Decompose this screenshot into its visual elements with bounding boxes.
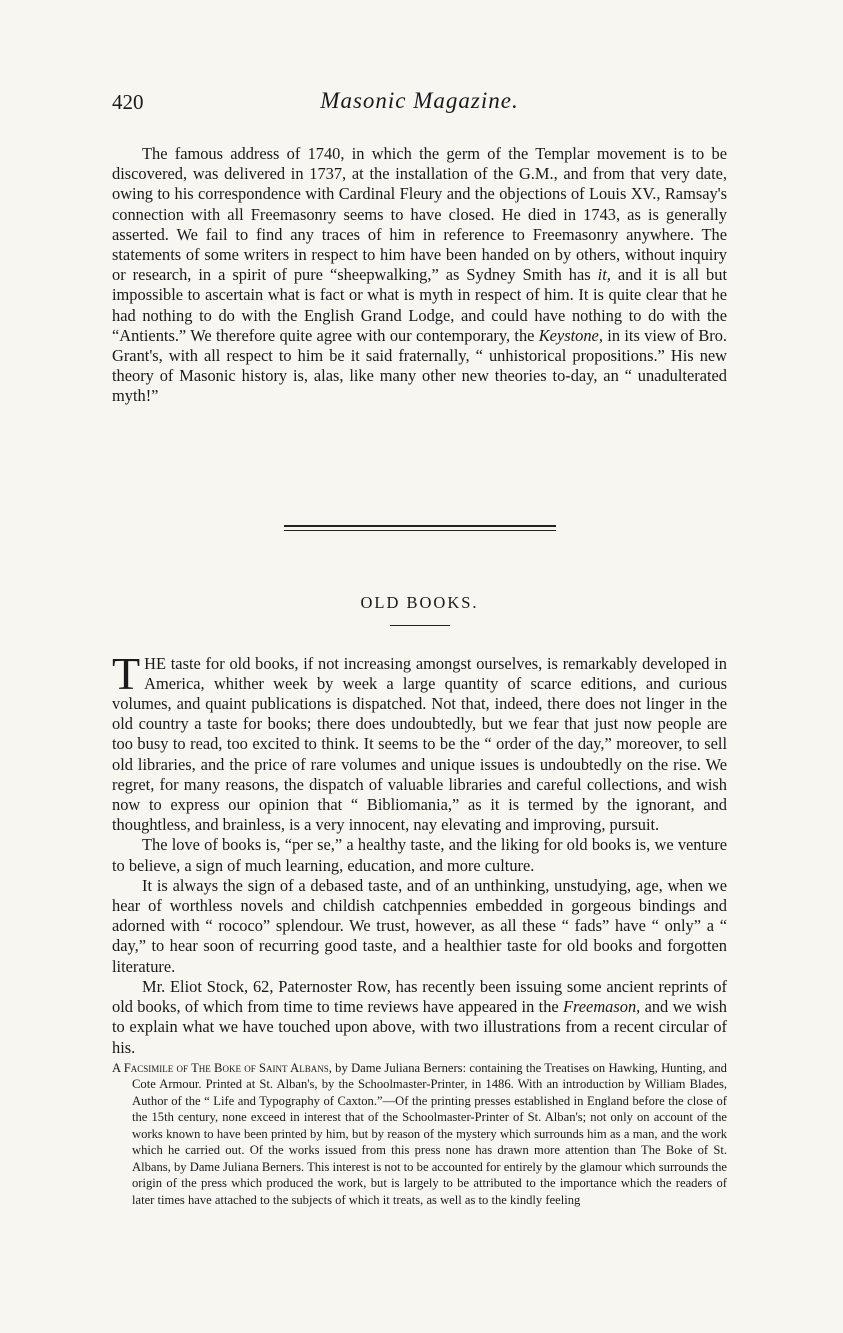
book-note <box>112 1060 727 1209</box>
text-run: in its view of Bro. Grant's, with all respect to him be it said fraternally, “ unhistorical propositions.” His new theory of Masonic history is, alas, like many other new theories to-day, an “ unadulterated myth!” <box>112 325 728 406</box>
drop-cap: T <box>112 647 141 699</box>
page-number: 420 <box>112 90 144 114</box>
text-run: and it is all but impossible to ascertain what is fact or what is myth in respect of him. It is quite clear that he had nothing to do with the English Grand Lodge, and could have nothing to do with the “Antients.” We therefore quite agree with our contemporary, the <box>112 265 727 345</box>
page <box>112 88 727 1208</box>
ramsay-section <box>112 144 727 407</box>
running-header <box>112 88 727 120</box>
old-books-paragraph-1 <box>112 647 727 836</box>
old-books-paragraph-4 <box>112 977 727 1058</box>
journal-title: Masonic Magazine. <box>320 88 519 113</box>
text-run: HE taste for old books, if not increasing amongst ourselves, is remarkably developed in America, whither week by week a large quantity of scarce editions, and curious volumes, and quaint publications is dispatched. Not that, indeed, there does not linger in the old country a taste for books; there does undoubtedly, but we fear that just now people are too busy to read, too excited to think. It seems to be the “ order of the day,” moreover, to sell old libraries, and the price of rare volumes and unique issues is undoubtedly on the rise. We regret, for many reasons, the dispatch of valuable libraries and careful collections, and wish now to express our opinion that “ Bibliomania,” as it is termed by the ignorant, and thoughtless, and brainless, is a very innocent, nay elevating and improving, pursuit. <box>112 653 727 835</box>
italic-run: Freemason, <box>563 997 641 1017</box>
text-run: and we wish to explain what we have touched upon above, with two illustrations from a recent circular of his. <box>112 997 727 1057</box>
section-divider <box>284 525 556 531</box>
text-run: Mr. Eliot Stock, 62, Paternoster Row, has recently been issuing some ancient reprints of old books, of which from time to time reviews have appeared in the <box>112 976 727 1017</box>
old-books-paragraph-3: It is always the sign of a debased taste, and of an unthinking, unstudying, age, when we hear of worthless novels and childish catchpennies embedded in gorgeous bindings and adorned with “ rococo” splendour. We trust, however, as all these “ fads” have “ only” a “ day,” to hear soon of recurring good taste, and a healthier taste for old books and forgotten literature. <box>112 875 727 976</box>
old-books-section <box>112 647 727 1058</box>
note-lead: A Facsimile of The Boke of Saint Albans, <box>112 1060 332 1075</box>
text-run: The famous address of 1740, in which the germ of the Templar movement is to be discovered, was delivered in 1737, at the installation of the G.M., and from that very date, owing to his correspondence with Cardinal Fleury and the objections of Louis XV., Ramsay's connection with all Freemasonry seems to have closed. He died in 1743, as is generally asserted. We fail to find any traces of him in reference to Freemasonry anywhere. The statements of some writers in respect to him have been handed on by others, without inquiry or research, in a spirit of pure “sheepwalking,” as Sydney Smith has <box>112 144 727 285</box>
title-underline <box>390 625 450 626</box>
ramsay-paragraph <box>112 144 727 407</box>
old-books-paragraph-2: The love of books is, “per se,” a healthy taste, and the liking for old books is, we venture to believe, a sign of much learning, education, and more culture. <box>112 835 727 875</box>
italic-run: Keystone, <box>538 325 603 345</box>
section-title: OLD BOOKS. <box>360 592 479 612</box>
note-text: by Dame Juliana Berners: containing the Treatises on Hawking, Hunting, and Cote Armour. Printed at St. Alban's, by the Schoolmaster-Printer, in 1486. With an introduction by William Blades, Author of the “ Life and Typography of Caxton.”—Of the printing presses established in England before the close of the 15th century, none exceed in interest that of the Schoolmaster-Printer of St. Alban's; not only on account of the works known to have been printed by him, but by reason of the mystery which surrounds him as a man, and the work which he carried out. Of the works issued from this press none has drawn more attention than The Boke of St. Albans, by Dame Juliana Berners. This interest is not to be accounted for entirely by the glamour which surrounds the origin of the press which produced the work, but is largely to be attributed to the importance which the readers of later times have attached to the subjects of which it treats, as well as to the kindly feeling <box>132 1060 727 1207</box>
italic-run: it, <box>597 265 611 285</box>
